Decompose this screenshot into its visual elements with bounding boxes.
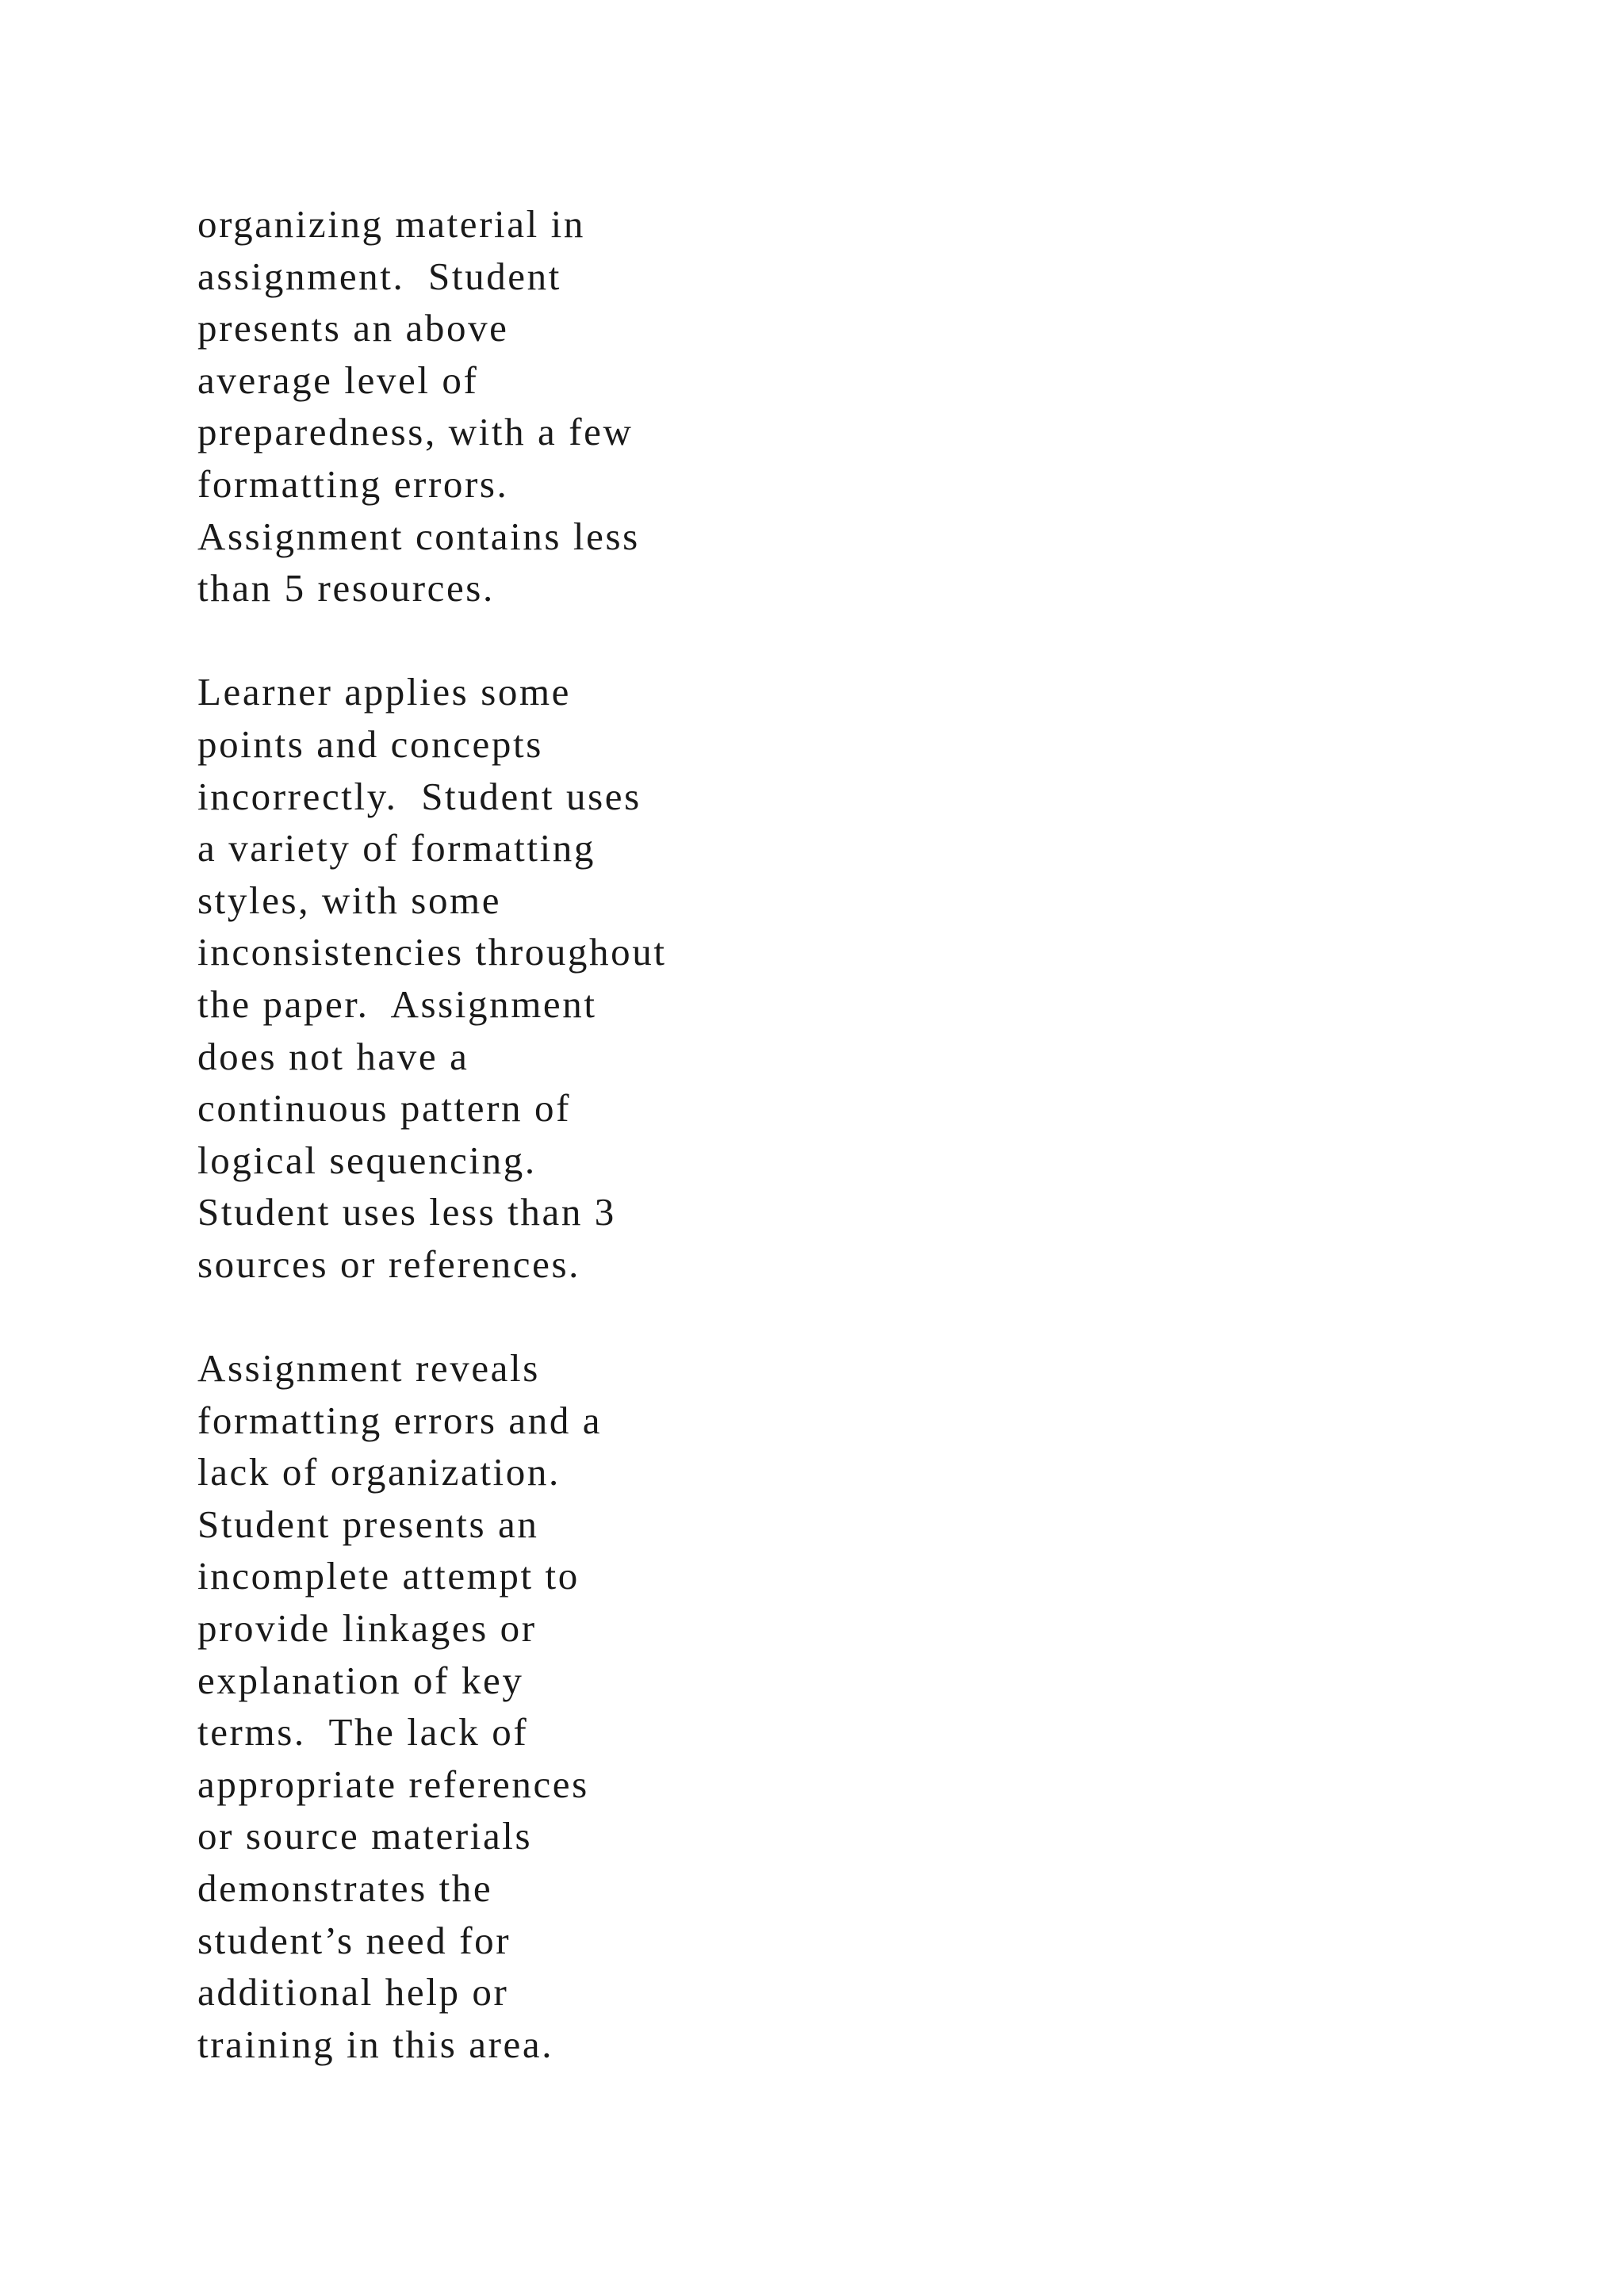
- text-line: than 5 resources.: [197, 566, 495, 610]
- text-line: sources or references.: [197, 1242, 580, 1286]
- text-line: Student uses less than 3: [197, 1190, 616, 1234]
- text-line: formatting errors and a: [197, 1398, 603, 1442]
- text-line: assignment. Student: [197, 254, 561, 298]
- document-body: [197, 198, 1228, 2122]
- text-line: logical sequencing.: [197, 1138, 537, 1182]
- text-line: the paper. Assignment: [197, 982, 597, 1026]
- paragraph-2: [197, 666, 1228, 1290]
- text-line: styles, with some: [197, 878, 502, 922]
- text-line: additional help or: [197, 1970, 509, 2015]
- text-line: incomplete attempt to: [197, 1554, 580, 1598]
- text-line: preparedness, with a few: [197, 410, 634, 454]
- text-line: demonstrates the: [197, 1866, 493, 1910]
- text-line: does not have a: [197, 1034, 469, 1078]
- text-line: Assignment contains less: [197, 514, 640, 558]
- text-line: provide linkages or: [197, 1606, 537, 1651]
- text-line: Student presents an: [197, 1502, 539, 1546]
- text-line: Learner applies some: [197, 670, 572, 714]
- paragraph-1: [197, 198, 1228, 614]
- text-line: student’s need for: [197, 1918, 511, 1962]
- text-line: training in this area.: [197, 2022, 554, 2066]
- text-line: terms. The lack of: [197, 1710, 529, 1755]
- text-line: incorrectly. Student uses: [197, 774, 642, 818]
- text-line: Assignment reveals: [197, 1346, 540, 1391]
- text-line: points and concepts: [197, 721, 543, 766]
- text-line: a variety of formatting: [197, 826, 596, 871]
- text-line: presents an above: [197, 306, 509, 350]
- text-line: continuous pattern of: [197, 1086, 572, 1131]
- text-line: inconsistencies throughout: [197, 930, 667, 974]
- text-line: or source materials: [197, 1814, 533, 1858]
- text-line: formatting errors.: [197, 461, 509, 506]
- paragraph-3: [197, 1342, 1228, 2070]
- text-line: average level of: [197, 358, 479, 402]
- text-line: organizing material in: [197, 202, 585, 246]
- text-line: explanation of key: [197, 1658, 524, 1702]
- text-line: lack of organization.: [197, 1450, 561, 1494]
- text-line: appropriate references: [197, 1762, 589, 1806]
